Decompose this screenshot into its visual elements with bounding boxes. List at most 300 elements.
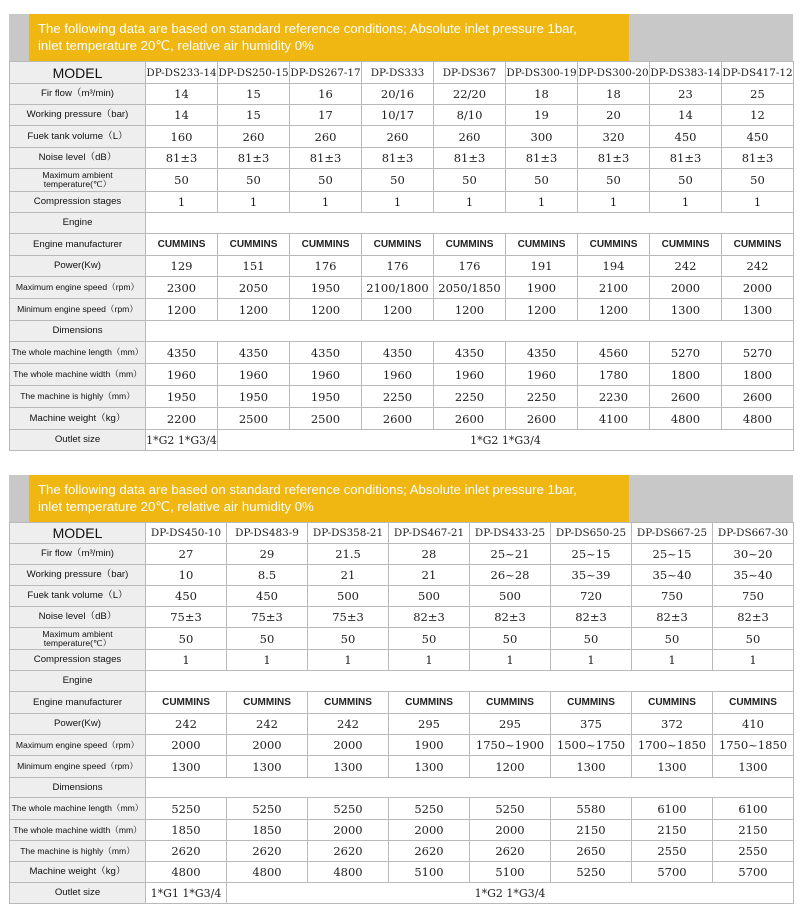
value-cell: CUMMINS [227, 692, 308, 714]
value-cell: 2600 [650, 386, 722, 408]
value-cell: 8.5 [227, 565, 308, 586]
value-cell: 50 [632, 628, 713, 650]
value-cell: 2600 [362, 408, 434, 430]
value-cell: 1 [578, 192, 650, 213]
value-cell: 260 [218, 126, 290, 148]
value-cell: 1300 [713, 756, 794, 778]
section-header: Dimensions [10, 321, 146, 342]
value-cell: 300 [506, 126, 578, 148]
model-cell: DP-DS667-25 [632, 523, 713, 544]
value-cell: 1950 [146, 386, 218, 408]
spec-row [10, 126, 794, 148]
row-label: Maximum engine speed（rpm） [10, 735, 146, 756]
value-cell: 260 [290, 126, 362, 148]
outlet-row [10, 430, 794, 451]
value-cell: 29 [227, 544, 308, 565]
value-cell: 1 [650, 192, 722, 213]
value-cell: 82±3 [713, 607, 794, 628]
value-cell: 81±3 [650, 148, 722, 169]
spec-row [10, 364, 794, 386]
value-cell: 50 [578, 169, 650, 192]
spec-block-2 [9, 475, 793, 904]
value-cell: 81±3 [506, 148, 578, 169]
value-cell: 4350 [506, 342, 578, 364]
value-cell: CUMMINS [146, 692, 227, 714]
value-cell: 2500 [290, 408, 362, 430]
value-cell: 1960 [434, 364, 506, 386]
value-cell: 82±3 [632, 607, 713, 628]
value-cell: 2550 [632, 841, 713, 862]
value-cell: 295 [389, 714, 470, 735]
row-label: The whole machine width（mm） [10, 820, 146, 841]
value-cell: 75±3 [227, 607, 308, 628]
value-cell: 1960 [362, 364, 434, 386]
value-cell: 242 [308, 714, 389, 735]
value-cell: 81±3 [722, 148, 794, 169]
value-cell: 6100 [632, 798, 713, 820]
conditions-line-2: inlet temperature 20℃, relative air humidity 0% [38, 38, 314, 53]
value-cell: 27 [146, 544, 227, 565]
model-row [10, 62, 794, 84]
value-cell: 1 [308, 650, 389, 671]
value-cell: 25~15 [632, 544, 713, 565]
spec-row [10, 692, 794, 714]
value-cell: 50 [470, 628, 551, 650]
value-cell: 1500~1750 [551, 735, 632, 756]
spec-row [10, 607, 794, 628]
section-row [10, 321, 794, 342]
value-cell: 1 [551, 650, 632, 671]
outlet-first-value: 1*G1 1*G3/4 [146, 883, 227, 904]
value-cell: 1 [722, 192, 794, 213]
value-cell: 1960 [218, 364, 290, 386]
spec-row [10, 735, 794, 756]
model-cell: DP-DS433-25 [470, 523, 551, 544]
value-cell: 450 [146, 586, 227, 607]
value-cell: 1 [389, 650, 470, 671]
value-cell: 1300 [722, 299, 794, 321]
value-cell: 2620 [470, 841, 551, 862]
model-cell: DP-DS417-12 [722, 62, 794, 84]
value-cell: CUMMINS [146, 234, 218, 256]
value-cell: 2600 [506, 408, 578, 430]
value-cell: CUMMINS [578, 234, 650, 256]
value-cell: 19 [506, 105, 578, 126]
row-label: Noise level（dB） [10, 607, 146, 628]
value-cell: 81±3 [290, 148, 362, 169]
spec-table [9, 61, 794, 451]
value-cell: 4350 [218, 342, 290, 364]
spec-row [10, 84, 794, 105]
value-cell: 25 [722, 84, 794, 105]
value-cell: 1200 [578, 299, 650, 321]
model-cell: DP-DS367 [434, 62, 506, 84]
section-header: Engine [10, 213, 146, 234]
value-cell: 2600 [434, 408, 506, 430]
value-cell: 50 [290, 169, 362, 192]
value-cell: 50 [551, 628, 632, 650]
value-cell: 5250 [146, 798, 227, 820]
value-cell: 1900 [389, 735, 470, 756]
value-cell: CUMMINS [218, 234, 290, 256]
value-cell: 1850 [146, 820, 227, 841]
value-cell: 1 [227, 650, 308, 671]
value-cell: 26~28 [470, 565, 551, 586]
value-cell: 1 [362, 192, 434, 213]
spec-row [10, 628, 794, 650]
row-label: Minimum engine speed（rpm） [10, 299, 146, 321]
value-cell: 4560 [578, 342, 650, 364]
value-cell: 5100 [470, 862, 551, 883]
outlet-rest-value: 1*G2 1*G3/4 [227, 883, 794, 904]
value-cell: 25~21 [470, 544, 551, 565]
value-cell: 2050 [218, 277, 290, 299]
value-cell: 21 [389, 565, 470, 586]
value-cell: CUMMINS [434, 234, 506, 256]
value-cell: 50 [146, 628, 227, 650]
value-cell: CUMMINS [470, 692, 551, 714]
model-row [10, 523, 794, 544]
row-label: Maximum ambient temperature(℃） [10, 169, 146, 192]
row-label: Minimum engine speed（rpm） [10, 756, 146, 778]
value-cell: 500 [470, 586, 551, 607]
value-cell: 1200 [434, 299, 506, 321]
value-cell: 2550 [713, 841, 794, 862]
section-spacer [146, 321, 794, 342]
value-cell: 242 [722, 256, 794, 277]
spec-row [10, 565, 794, 586]
value-cell: 15 [218, 105, 290, 126]
value-cell: 2500 [218, 408, 290, 430]
model-cell: DP-DS233-14 [146, 62, 218, 84]
value-cell: 10 [146, 565, 227, 586]
value-cell: 720 [551, 586, 632, 607]
value-cell: 4350 [362, 342, 434, 364]
value-cell: 1200 [362, 299, 434, 321]
conditions-line-2: inlet temperature 20℃, relative air humidity 0% [38, 499, 314, 514]
spec-table-body [10, 523, 794, 904]
value-cell: 2000 [308, 735, 389, 756]
value-cell: 5700 [632, 862, 713, 883]
value-cell: 21 [308, 565, 389, 586]
value-cell: 2300 [146, 277, 218, 299]
spec-row [10, 714, 794, 735]
spec-row [10, 277, 794, 299]
row-label: Engine manufacturer [10, 234, 146, 256]
value-cell: 5580 [551, 798, 632, 820]
model-cell: DP-DS300-19 [506, 62, 578, 84]
row-label: The whole machine width（mm） [10, 364, 146, 386]
value-cell: 242 [146, 714, 227, 735]
row-label: Fuek tank volume（L） [10, 586, 146, 607]
value-cell: 1850 [227, 820, 308, 841]
value-cell: 176 [362, 256, 434, 277]
value-cell: CUMMINS [389, 692, 470, 714]
row-label: Compression stages [10, 192, 146, 213]
value-cell: 2650 [551, 841, 632, 862]
value-cell: 28 [389, 544, 470, 565]
value-cell: 2250 [362, 386, 434, 408]
section-row [10, 778, 794, 798]
value-cell: 30~20 [713, 544, 794, 565]
value-cell: 2000 [722, 277, 794, 299]
value-cell: CUMMINS [551, 692, 632, 714]
row-label: Working pressure（bar) [10, 105, 146, 126]
spec-row [10, 586, 794, 607]
section-row [10, 671, 794, 692]
value-cell: 1 [218, 192, 290, 213]
value-cell: 1200 [506, 299, 578, 321]
value-cell: 1300 [650, 299, 722, 321]
model-cell: DP-DS650-25 [551, 523, 632, 544]
row-label: The whole machine length（mm） [10, 342, 146, 364]
spec-row [10, 408, 794, 430]
spec-row [10, 192, 794, 213]
value-cell: 1950 [218, 386, 290, 408]
value-cell: 22/20 [434, 84, 506, 105]
value-cell: 50 [362, 169, 434, 192]
value-cell: 1750~1900 [470, 735, 551, 756]
value-cell: 4800 [227, 862, 308, 883]
value-cell: 1 [470, 650, 551, 671]
value-cell: 194 [578, 256, 650, 277]
conditions-banner [9, 14, 793, 61]
value-cell: 82±3 [389, 607, 470, 628]
value-cell: 1300 [632, 756, 713, 778]
value-cell: 295 [470, 714, 551, 735]
section-header: Dimensions [10, 778, 146, 798]
value-cell: 1960 [290, 364, 362, 386]
row-label: The machine is highly（mm） [10, 841, 146, 862]
value-cell: 8/10 [434, 105, 506, 126]
row-label: Working pressure（bar) [10, 565, 146, 586]
row-label: Outlet size [10, 883, 146, 904]
value-cell: 1 [632, 650, 713, 671]
value-cell: 4800 [650, 408, 722, 430]
value-cell: 129 [146, 256, 218, 277]
row-label: Machine weight（kg） [10, 408, 146, 430]
spec-row [10, 650, 794, 671]
spec-row [10, 105, 794, 126]
section-spacer [146, 778, 794, 798]
outlet-first-value: 1*G2 1*G3/4 [146, 430, 218, 451]
value-cell: 4800 [308, 862, 389, 883]
value-cell: 750 [632, 586, 713, 607]
value-cell: 2620 [308, 841, 389, 862]
value-cell: CUMMINS [632, 692, 713, 714]
row-label: Fir flow（m³/min) [10, 544, 146, 565]
conditions-banner [9, 475, 793, 522]
value-cell: 12 [722, 105, 794, 126]
value-cell: CUMMINS [308, 692, 389, 714]
value-cell: 2000 [470, 820, 551, 841]
value-cell: 50 [308, 628, 389, 650]
value-cell: 151 [218, 256, 290, 277]
value-cell: 50 [650, 169, 722, 192]
value-cell: 1200 [470, 756, 551, 778]
value-cell: 242 [650, 256, 722, 277]
value-cell: CUMMINS [713, 692, 794, 714]
model-cell: DP-DS667-30 [713, 523, 794, 544]
model-header: MODEL [10, 62, 146, 84]
value-cell: 1700~1850 [632, 735, 713, 756]
value-cell: 14 [650, 105, 722, 126]
value-cell: 16 [290, 84, 362, 105]
value-cell: 1300 [551, 756, 632, 778]
value-cell: 50 [434, 169, 506, 192]
value-cell: 1300 [389, 756, 470, 778]
value-cell: 82±3 [551, 607, 632, 628]
value-cell: 5250 [551, 862, 632, 883]
value-cell: 14 [146, 105, 218, 126]
value-cell: 1960 [146, 364, 218, 386]
value-cell: 450 [650, 126, 722, 148]
value-cell: 1 [713, 650, 794, 671]
row-label: Fuek tank volume（L） [10, 126, 146, 148]
value-cell: 5100 [389, 862, 470, 883]
value-cell: 14 [146, 84, 218, 105]
value-cell: 1300 [146, 756, 227, 778]
value-cell: 35~40 [632, 565, 713, 586]
conditions-line-1: The following data are based on standard reference conditions; Absolute inlet pressure 1bar, [38, 21, 577, 36]
value-cell: 50 [218, 169, 290, 192]
value-cell: 2100/1800 [362, 277, 434, 299]
value-cell: 160 [146, 126, 218, 148]
value-cell: 18 [578, 84, 650, 105]
row-label: The machine is highly（mm） [10, 386, 146, 408]
conditions-line-1: The following data are based on standard reference conditions; Absolute inlet pressure 1bar, [38, 482, 577, 497]
value-cell: 176 [434, 256, 506, 277]
value-cell: 2050/1850 [434, 277, 506, 299]
section-spacer [146, 213, 794, 234]
model-cell: DP-DS267-17 [290, 62, 362, 84]
model-cell: DP-DS450-10 [146, 523, 227, 544]
value-cell: 35~39 [551, 565, 632, 586]
section-header: Engine [10, 671, 146, 692]
model-cell: DP-DS467-21 [389, 523, 470, 544]
value-cell: 1900 [506, 277, 578, 299]
value-cell: 5250 [389, 798, 470, 820]
value-cell: CUMMINS [722, 234, 794, 256]
value-cell: 500 [389, 586, 470, 607]
conditions-note [29, 14, 629, 61]
value-cell: 35~40 [713, 565, 794, 586]
value-cell: 1200 [218, 299, 290, 321]
value-cell: 242 [227, 714, 308, 735]
value-cell: 1 [506, 192, 578, 213]
value-cell: 81±3 [146, 148, 218, 169]
value-cell: 81±3 [362, 148, 434, 169]
value-cell: 10/17 [362, 105, 434, 126]
value-cell: 2000 [650, 277, 722, 299]
value-cell: 2150 [632, 820, 713, 841]
value-cell: 2620 [389, 841, 470, 862]
row-label: Power(Kw) [10, 714, 146, 735]
value-cell: 2100 [578, 277, 650, 299]
value-cell: 450 [227, 586, 308, 607]
model-cell: DP-DS333 [362, 62, 434, 84]
value-cell: 1780 [578, 364, 650, 386]
value-cell: 20/16 [362, 84, 434, 105]
value-cell: 2150 [713, 820, 794, 841]
value-cell: 4350 [434, 342, 506, 364]
row-label: Maximum ambient temperature(℃） [10, 628, 146, 650]
conditions-note [29, 475, 629, 522]
section-row [10, 213, 794, 234]
value-cell: 5250 [308, 798, 389, 820]
value-cell: 75±3 [308, 607, 389, 628]
value-cell: 5270 [650, 342, 722, 364]
value-cell: 1960 [506, 364, 578, 386]
outlet-rest-value: 1*G2 1*G3/4 [218, 430, 794, 451]
value-cell: 450 [722, 126, 794, 148]
outlet-row [10, 883, 794, 904]
value-cell: 2250 [506, 386, 578, 408]
value-cell: 1 [290, 192, 362, 213]
value-cell: 2000 [227, 735, 308, 756]
row-label: Power(Kw) [10, 256, 146, 277]
value-cell: 1 [146, 650, 227, 671]
value-cell: 1 [146, 192, 218, 213]
value-cell: 2600 [722, 386, 794, 408]
value-cell: 5250 [227, 798, 308, 820]
spec-block-1 [9, 14, 793, 451]
value-cell: 320 [578, 126, 650, 148]
value-cell: 4800 [722, 408, 794, 430]
model-header: MODEL [10, 523, 146, 544]
spec-table [9, 522, 794, 904]
value-cell: 750 [713, 586, 794, 607]
value-cell: 82±3 [470, 607, 551, 628]
value-cell: 1300 [227, 756, 308, 778]
value-cell: 372 [632, 714, 713, 735]
value-cell: 81±3 [434, 148, 506, 169]
value-cell: 50 [506, 169, 578, 192]
spec-row [10, 148, 794, 169]
value-cell: 2230 [578, 386, 650, 408]
spec-row [10, 169, 794, 192]
spec-row [10, 299, 794, 321]
value-cell: 2000 [146, 735, 227, 756]
value-cell: 50 [227, 628, 308, 650]
value-cell: CUMMINS [290, 234, 362, 256]
value-cell: 6100 [713, 798, 794, 820]
spec-row [10, 342, 794, 364]
value-cell: CUMMINS [506, 234, 578, 256]
value-cell: 1300 [308, 756, 389, 778]
row-label: The whole machine length（mm） [10, 798, 146, 820]
spec-row [10, 544, 794, 565]
row-label: Engine manufacturer [10, 692, 146, 714]
value-cell: 4800 [146, 862, 227, 883]
value-cell: 18 [506, 84, 578, 105]
spec-row [10, 798, 794, 820]
value-cell: 25~15 [551, 544, 632, 565]
value-cell: 2620 [227, 841, 308, 862]
value-cell: 1200 [290, 299, 362, 321]
value-cell: 260 [434, 126, 506, 148]
row-label: Noise level（dB） [10, 148, 146, 169]
value-cell: CUMMINS [650, 234, 722, 256]
value-cell: 5270 [722, 342, 794, 364]
value-cell: 191 [506, 256, 578, 277]
value-cell: 2000 [389, 820, 470, 841]
value-cell: 4350 [146, 342, 218, 364]
model-cell: DP-DS383-14 [650, 62, 722, 84]
spec-row [10, 820, 794, 841]
model-cell: DP-DS483-9 [227, 523, 308, 544]
value-cell: 2620 [146, 841, 227, 862]
